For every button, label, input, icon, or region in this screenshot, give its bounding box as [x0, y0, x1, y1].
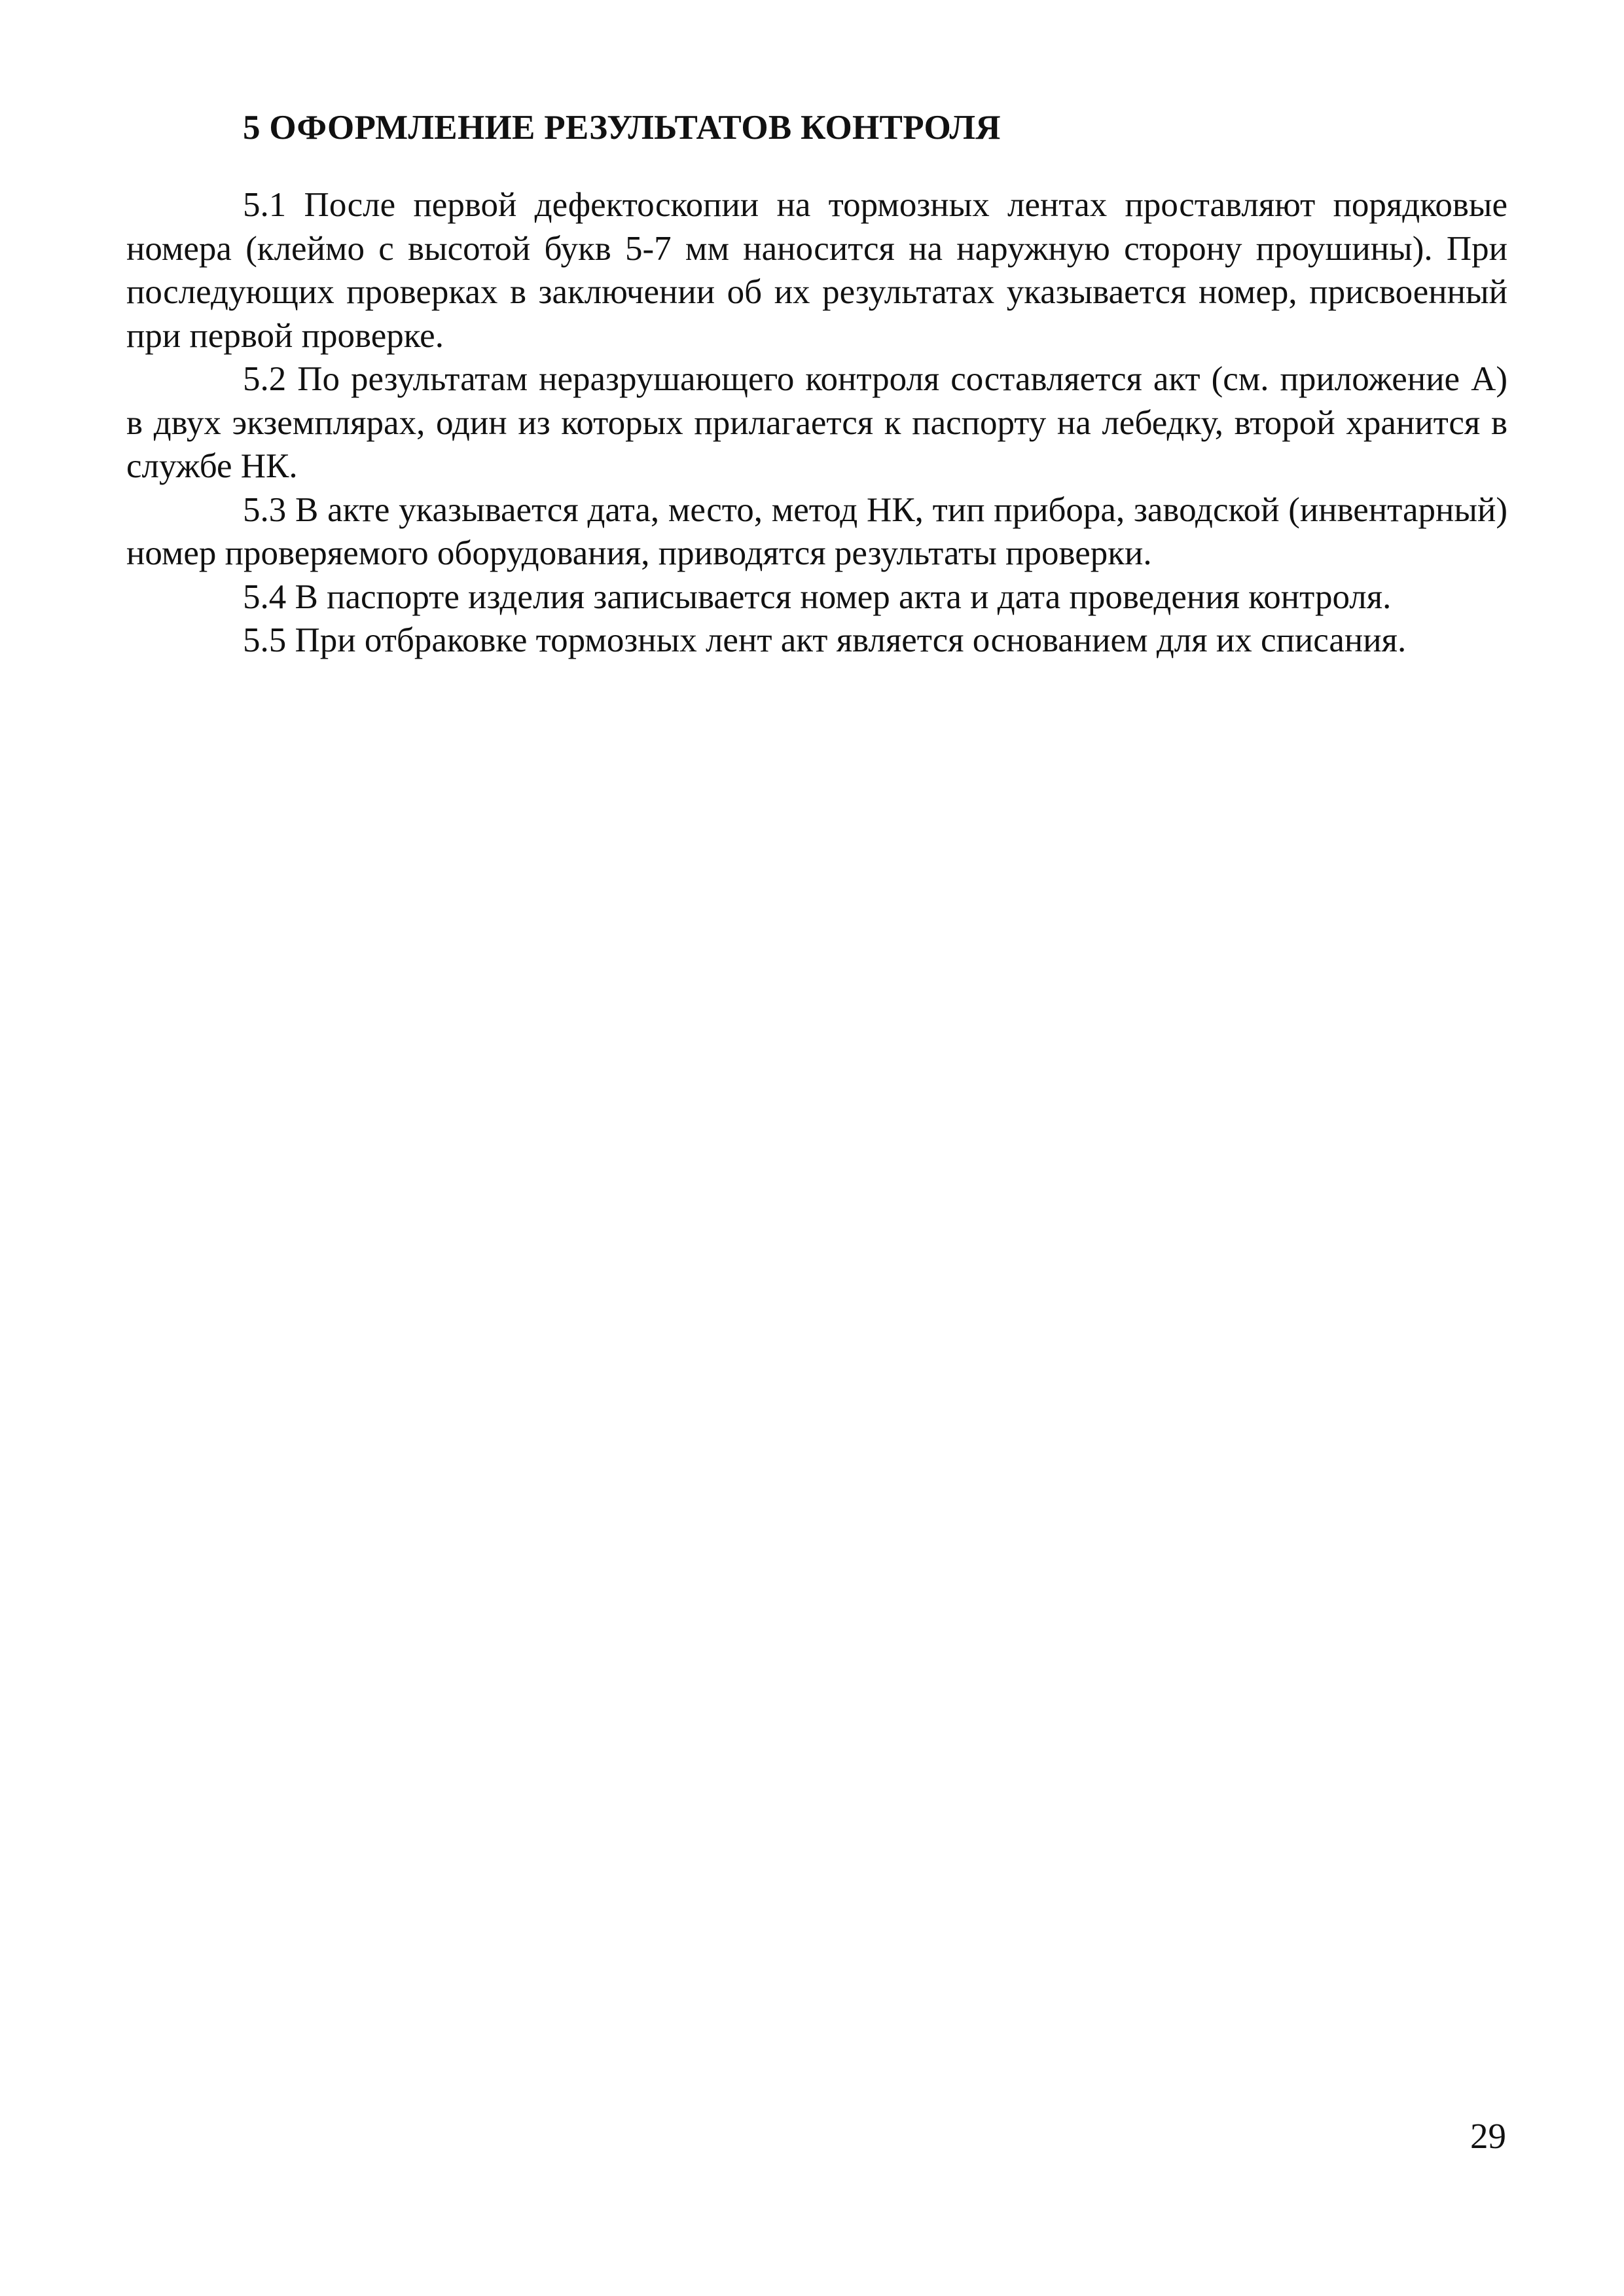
page-number: 29 [1470, 2116, 1506, 2156]
clause-5-3: 5.3 В акте указывается дата, место, метод НК, тип прибора, заводской (инвентарный) номер проверяемого оборудования, приводятся результаты проверки. [126, 490, 1507, 572]
clause-5-2: 5.2 По результатам неразрушающего контроля составляется акт (см. приложение А) в двух экземплярах, один из которых прилагается к паспорту на лебедку, второй хранится в службе НК. [126, 360, 1507, 485]
clause-5-4: 5.4 В паспорте изделия записывается номер акта и дата проведения контроля. [243, 577, 1392, 616]
section-5 [126, 98, 1507, 663]
section-title: 5 ОФОРМЛЕНИЕ РЕЗУЛЬТАТОВ КОНТРОЛЯ [243, 109, 1001, 147]
clause-5-5: 5.5 При отбраковке тормозных лент акт является основанием для их списания. [243, 621, 1407, 659]
clause-5-1: 5.1 После первой дефектоскопии на тормозных лентах проставляют порядковые номера (клеймо с высотой букв 5-7 мм наносится на наружную сторону проушины). При последующих проверках в заключении об их результатах указывается номер, присвоенный при первой проверке. [126, 186, 1507, 355]
clause-list [126, 183, 1507, 663]
